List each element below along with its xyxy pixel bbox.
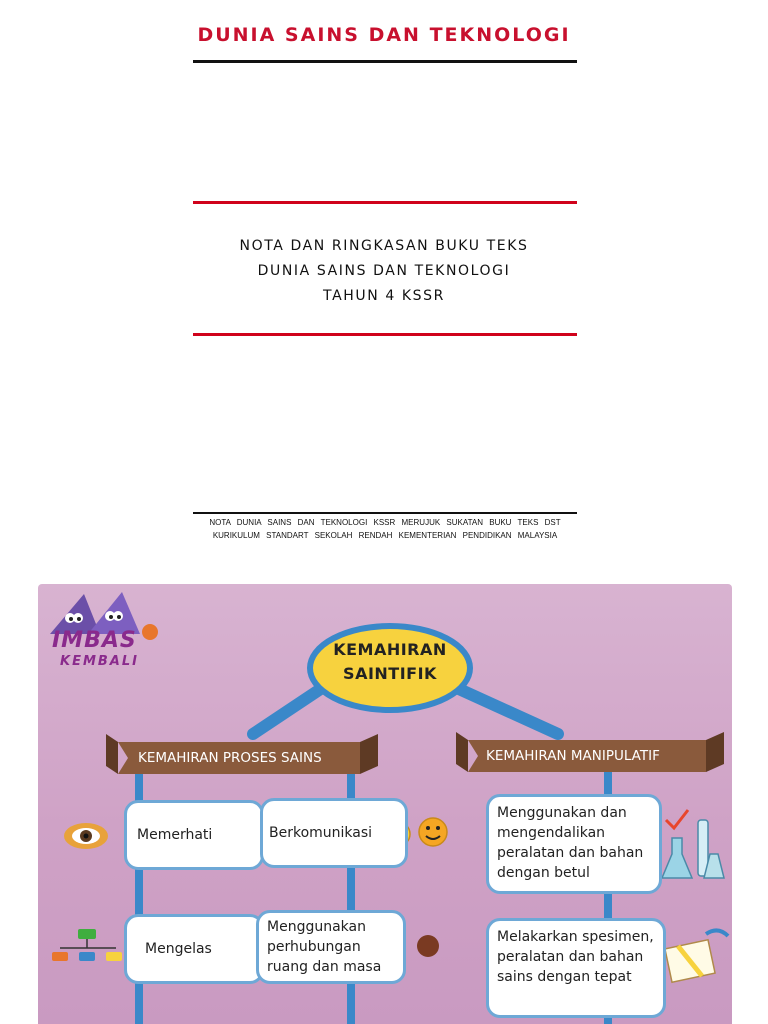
branch-manipulative-skills: KEMAHIRAN MANIPULATIF bbox=[486, 748, 660, 764]
branch-process-skills: KEMAHIRAN PROSES SAINS bbox=[138, 750, 322, 766]
logo-title: IMBAS bbox=[52, 628, 137, 653]
card-mengelas bbox=[124, 914, 264, 984]
card-ruang-masa bbox=[256, 910, 406, 984]
card-label: Berkomunikasi bbox=[269, 825, 373, 841]
document-title: DUNIA SAINS DAN TEKNOLOGI bbox=[197, 24, 571, 46]
footnote-line-2: KURIKULUM STANDART SEKOLAH RENDAH KEMENTERIAN PENDIDIKAN MALAYSIA bbox=[212, 531, 558, 540]
lab-flask-icon bbox=[662, 810, 724, 878]
card-berkomunikasi bbox=[260, 798, 408, 868]
card-label: Mengelas bbox=[145, 941, 212, 957]
red-divider-top bbox=[193, 201, 577, 204]
subtitle-line-3: TAHUN 4 KSSR bbox=[323, 288, 445, 304]
center-line-1: KEMAHIRAN bbox=[333, 640, 447, 659]
card-label: Menggunakan dan mengendalikan peralatan dan bahan dengan betul bbox=[497, 805, 644, 881]
title-divider bbox=[193, 60, 577, 63]
card-label: Menggunakan perhubungan ruang dan masa bbox=[267, 919, 382, 975]
drawing-hand-icon bbox=[665, 930, 728, 982]
subtitle-line-2: DUNIA SAINS DAN TEKNOLOGI bbox=[257, 263, 511, 279]
red-divider-bottom bbox=[193, 333, 577, 336]
card-label: Memerhati bbox=[137, 827, 213, 843]
card-menggunakan-peralatan bbox=[486, 794, 662, 894]
card-melakarkan-spesimen bbox=[486, 918, 666, 1018]
footnote-divider bbox=[193, 512, 577, 514]
center-line-2: SAINTIFIK bbox=[343, 664, 437, 683]
center-topic bbox=[310, 640, 470, 700]
mind-map-poster bbox=[38, 584, 732, 1024]
subtitle-line-1: NOTA DAN RINGKASAN BUKU TEKS bbox=[239, 238, 529, 254]
card-memerhati bbox=[124, 800, 264, 870]
footnote-line-1: NOTA DUNIA SAINS DAN TEKNOLOGI KSSR MERUJUK SUKATAN BUKU TEKS DST bbox=[209, 518, 561, 527]
flowchart-icon bbox=[52, 929, 122, 961]
eye-icon bbox=[64, 823, 108, 849]
card-label: Melakarkan spesimen, peralatan dan bahan sains dengan tepat bbox=[497, 929, 654, 985]
logo-subtitle: KEMBALI bbox=[60, 654, 139, 669]
